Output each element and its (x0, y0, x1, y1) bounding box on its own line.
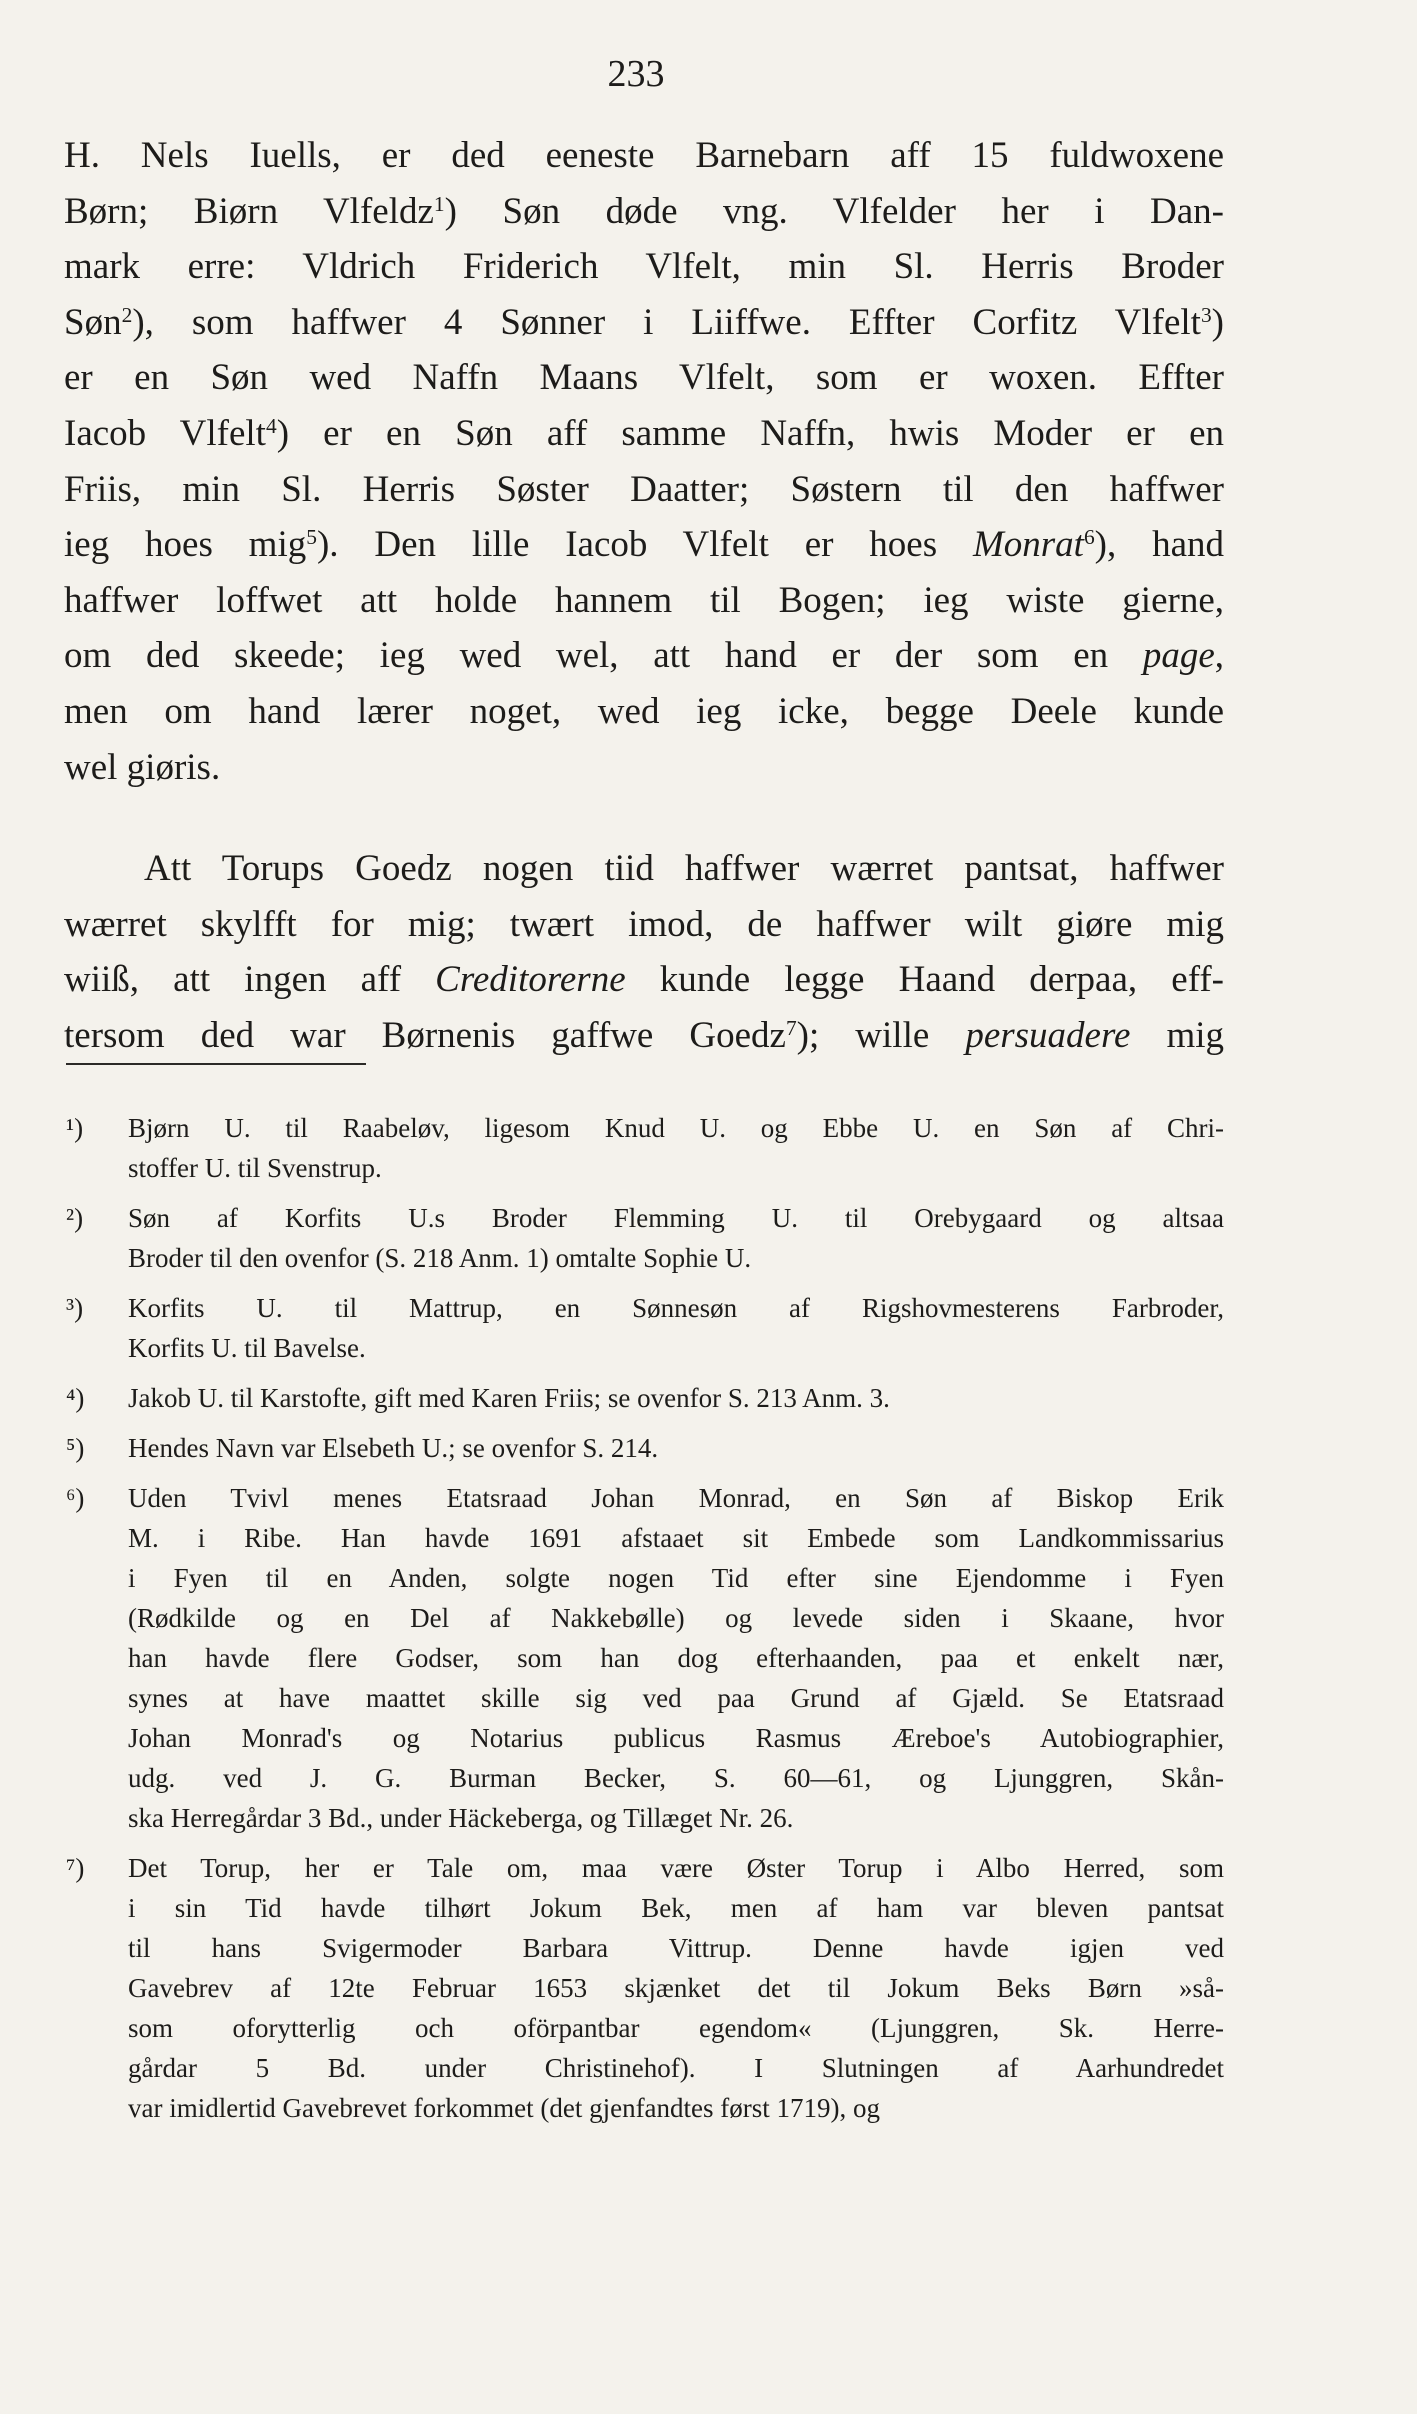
footnote-line: som oforytterlig och oförpantbar egendom« (Ljunggren, Sk. Herre- (128, 2013, 1224, 2043)
footnote-marker: ⁶) (66, 1483, 85, 1513)
footnote (64, 1288, 1224, 1368)
footnote-marker: ²) (66, 1203, 84, 1233)
footnote-line: var imidlertid Gavebrevet forkommet (det gjenfandtes først 1719), og (128, 2093, 881, 2123)
footnote-marker: ⁴) (66, 1383, 85, 1413)
text-line: wel giøris. (64, 746, 221, 788)
footnote-line: M. i Ribe. Han havde 1691 afstaaet sit Embede som Landkommissarius (128, 1523, 1224, 1553)
text-line: tersom ded war Børnenis gaffwe Goedz$^7$); wille persuadere mig (64, 1014, 1225, 1056)
footnote-ref: 1 (433, 191, 445, 216)
footnote-line: Broder til den ovenfor (S. 218 Anm. 1) omtalte Sophie U. (128, 1243, 752, 1273)
footnote-marker: ³) (66, 1293, 84, 1323)
footnote-line: i sin Tid havde tilhørt Jokum Bek, men af ham var bleven pantsat (128, 1893, 1224, 1923)
footnote-line: Hendes Navn var Elsebeth U.; se ovenfor S. 214. (128, 1433, 659, 1463)
text-line: wiiß, att ingen aff Creditorerne kunde legge Haand derpaa, eff- (64, 959, 1224, 1001)
text-line: wærret skylfft for mig; twært imod, de haffwer wilt giøre mig (64, 903, 1224, 945)
footnote (64, 1848, 1224, 2128)
footnote-line: Gavebrev af 12te Februar 1653 skjænket det til Jokum Beks Børn »så- (128, 1973, 1224, 2003)
footnote-ref: 7 (785, 1016, 797, 1041)
text-line: Søn$^2$), som haffwer 4 Sønner i Liiffwe. Effter Corfitz Vlfelt$^3$) (64, 301, 1224, 343)
footnote-divider (66, 1063, 366, 1065)
footnote-line: Korfits U. til Mattrup, en Sønnesøn af Rigshovmesterens Farbroder, (128, 1293, 1224, 1323)
footnote-ref: 2 (121, 302, 133, 327)
footnote (64, 1478, 1224, 1838)
footnote-line: (Rødkilde og en Del af Nakkebølle) og levede siden i Skaane, hvor (128, 1603, 1224, 1633)
footnote-line: til hans Svigermoder Barbara Vittrup. Denne havde igjen ved (128, 1933, 1224, 1963)
footnote-line: han havde flere Godser, som han dog efterhaanden, paa et enkelt nær, (128, 1643, 1224, 1673)
footnote-ref: 3 (1200, 302, 1212, 327)
footnote-marker: ¹) (66, 1113, 84, 1143)
footnote-line: Johan Monrad's og Notarius publicus Rasmus Æreboe's Autobiographier, (128, 1723, 1224, 1753)
text-line: Iacob Vlfelt$^4$) er en Søn aff samme Naffn, hwis Moder er en (64, 412, 1224, 454)
footnote (64, 1378, 1224, 1418)
footnotes (64, 1108, 1224, 2138)
footnote-line: Søn af Korfits U.s Broder Flemming U. til Orebygaard og altsaa (128, 1203, 1224, 1233)
footnote-line: gårdar 5 Bd. under Christinehof). I Slutningen af Aarhundredet (128, 2053, 1224, 2083)
text-line: Friis, min Sl. Herris Søster Daatter; Søstern til den haffwer (64, 468, 1224, 510)
footnote (64, 1108, 1224, 1188)
footnote-line: ska Herregårdar 3 Bd., under Häckeberga, og Tillæget Nr. 26. (128, 1803, 794, 1833)
footnote-line: Jakob U. til Karstofte, gift med Karen Friis; se ovenfor S. 213 Anm. 3. (128, 1383, 890, 1413)
footnote-ref: 5 (306, 525, 317, 550)
text-line: men om hand lærer noget, wed ieg icke, begge Deele kunde (64, 690, 1224, 732)
footnote-ref: 6 (1083, 525, 1095, 550)
footnote (64, 1428, 1224, 1468)
footnote-line: Bjørn U. til Raabeløv, ligesom Knud U. og Ebbe U. en Søn af Chri- (128, 1113, 1224, 1143)
text-line: H. Nels Iuells, er ded eeneste Barnebarn aff 15 fuldwoxene (64, 135, 1224, 176)
footnote-line: synes at have maattet skille sig ved paa Grund af Gjæld. Se Etatsraad (128, 1683, 1224, 1713)
text-line: Børn; Biørn Vlfeldz$^1$) Søn døde vng. Vlfelder her i Dan- (64, 190, 1224, 232)
text-line: mark erre: Vldrich Friderich Vlfelt, min Sl. Herris Broder (64, 246, 1224, 288)
footnote-line: i Fyen til en Anden, solgte nogen Tid efter sine Ejendomme i Fyen (128, 1563, 1224, 1593)
footnote-line: udg. ved J. G. Burman Becker, S. 60—61, og Ljunggren, Skån- (128, 1763, 1224, 1793)
footnote-line: stoffer U. til Svenstrup. (128, 1153, 382, 1183)
text-line: ieg hoes mig$^5$). Den lille Iacob Vlfelt er hoes Monrat$^6$), hand (64, 524, 1224, 566)
footnote-ref: 4 (265, 414, 277, 439)
footnote-line: Korfits U. til Bavelse. (128, 1333, 366, 1363)
text-line: er en Søn wed Naffn Maans Vlfelt, som er woxen. Effter (64, 357, 1224, 399)
page-number: 233 (607, 53, 665, 95)
footnote-line: Uden Tvivl menes Etatsraad Johan Monrad, en Søn af Biskop Erik (128, 1483, 1224, 1513)
footnote (64, 1198, 1224, 1278)
text-line: Att Torups Goedz nogen tiid haffwer wærret pantsat, haffwer (144, 848, 1224, 890)
main-text (64, 128, 1224, 1064)
footnote-marker: ⁷) (66, 1853, 85, 1883)
text-line: haffwer loffwet att holde hannem til Bogen; ieg wiste gierne, (64, 579, 1224, 621)
footnote-marker: ⁵) (66, 1433, 85, 1463)
text-line: om ded skeede; ieg wed wel, att hand er der som en page, (64, 635, 1224, 677)
footnote-line: Det Torup, her er Tale om, maa være Øster Torup i Albo Herred, som (128, 1853, 1224, 1883)
